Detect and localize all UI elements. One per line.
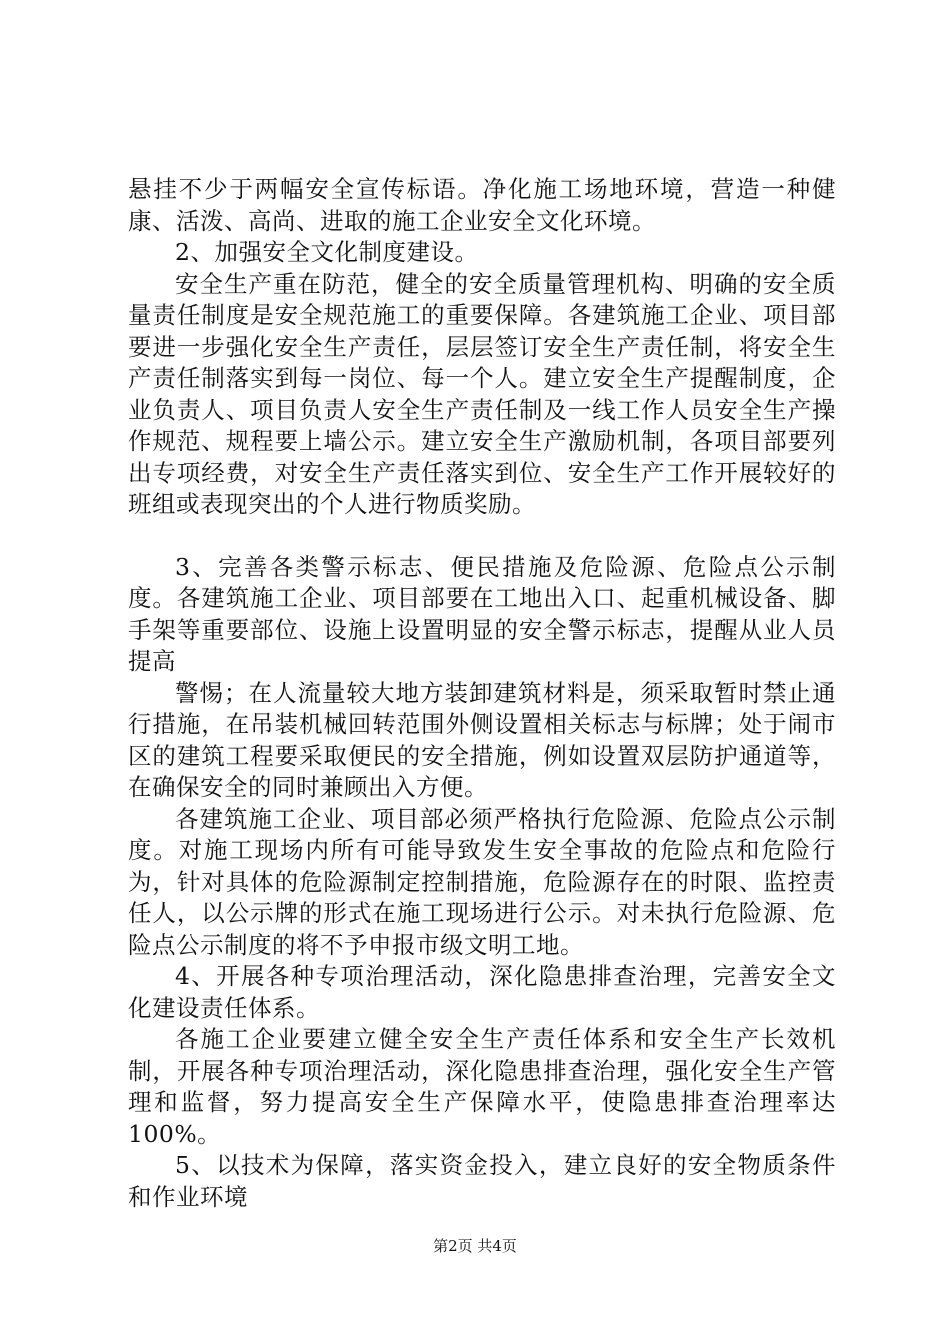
section-heading-4: 4、开展各种专项治理活动，深化隐患排查治理，完善安全文化建设责任体系。 — [128, 962, 836, 1022]
section-heading-3: 3、完善各类警示标志、便民措施及危险源、危险点公示制度。各建筑施工企业、项目部要在工地出入口、起重机械设备、脚手架等重要部位、设施上设置明显的安全警示标志，提醒从业人员提高 — [128, 552, 836, 675]
page-number-footer: 第2页 共4页 — [433, 1237, 517, 1255]
section-heading-2: 2、加强安全文化制度建设。 — [175, 238, 479, 266]
section-heading-5: 5、以技术为保障，落实资金投入，建立良好的安全物质条件和作业环境 — [128, 1151, 836, 1211]
paragraph-1: 悬挂不少于两幅安全宣传标语。净化施工场地环境，营造一种健康、活泼、高尚、进取的施工企业安全文化环境。 — [128, 175, 836, 235]
paragraph-5: 警惕；在人流量较大地方装卸建筑材料是，须采取暂时禁止通行措施，在吊装机械回转范围外侧设置相关标志与标牌；处于闹市区的建筑工程要采取便民的安全措施，例如设置双层防护通道等，在确保安全的同时兼顾出入方便。 — [128, 678, 836, 801]
paragraph-3: 安全生产重在防范，健全的安全质量管理机构、明确的安全质量责任制度是安全规范施工的重要保障。各建筑施工企业、项目部要进一步强化安全生产责任，层层签订安全生产责任制，将安全生产责任制落实到每一岗位、每一个人。建立安全生产提醒制度，企业负责人、项目负责人安全生产责任制及一线工作人员安全生产操作规范、规程要上墙公示。建立安全生产激励机制，各项目部要列出专项经费，对安全生产责任落实到位、安全生产工作开展较好的班组或表现突出的个人进行物质奖励。 — [128, 269, 836, 518]
paragraph-8: 各施工企业要建立健全安全生产责任体系和安全生产长效机制，开展各种专项治理活动，深化隐患排查治理，强化安全生产管理和监督，努力提高安全生产保障水平，使隐患排查治理率达100%。 — [128, 1025, 836, 1148]
paragraph-6: 各建筑施工企业、项目部必须严格执行危险源、危险点公示制度。对施工现场内所有可能导致发生安全事故的危险点和危险行为，针对具体的危险源制定控制措施，危险源存在的时限、监控责任人，以公示牌的形式在施工现场进行公示。对未执行危险源、危险点公示制度的将不予申报市级文明工地。 — [128, 804, 836, 959]
document-body — [128, 174, 836, 1213]
